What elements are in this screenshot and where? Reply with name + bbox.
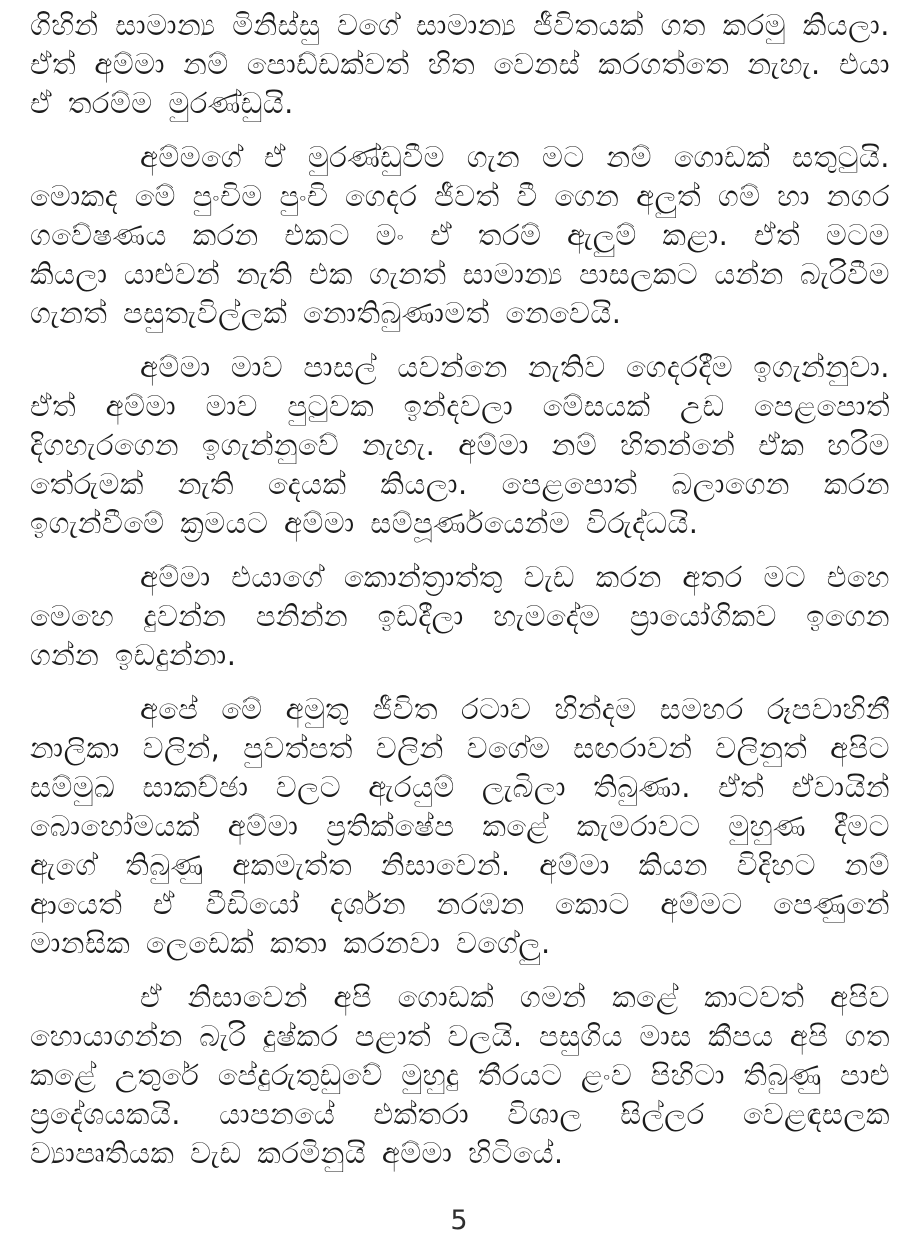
paragraph-2: අම්මගේ ඒ මුරණ්ඩුවීම ගැන මට නම් ගොඩක් සතුටුයි. මොකද මේ පුංචිම පුංචි ගෙදර ජීවත් වී ගෙන අලුත් ගම් හා නගර ගවේෂණය කරන එකට මං ඒ තරම් ඇලුම් කළා. ඒත් මටම කියලා යාළුවන් නැති එක ගැනත් සාමාන්‍ය පාසලකට යන්න බැරිවීම ගැනත් පසුතැවිල්ලක් නොතිබුණාමත් නෙවෙයි. [30, 140, 890, 330]
paragraph-6: ඒ නිසාවෙන් අපි ගොඩක් ගමන් කළේ කාටවත් අපිව හොයාගන්න බැරි දුෂ්කර පළාත් වලයි. පසුගිය මාස කීපය අපි ගත කළේ උතුරේ පේදුරුතුඩුවේ මුහුදු තීරයට ළංව පිහිටා තිබුණු පාළු ප්‍රදේශයකයි. යාපනයේ එක්තරා විශාල සිල්ලර වෙළඳසලක ව්‍යාපෘතියක වැඩ කරමිනුයි අම්මා හිටියේ. [30, 980, 890, 1170]
paragraph-1: ගිහින් සාමාන්‍ය මිනිස්සු වගේ සාමාන්‍ය ජීවිතයක් ගත කරමු කියලා. ඒත් අම්මා නම් පොඩ්ඩක්වත් හිත වෙනස් කරගත්තෙ නැහැ. එයා ඒ තරම්ම මුරණ්ඩුයි. [30, 8, 890, 120]
paragraph-5: අපේ මේ අමුතු ජීවිත රටාව හින්දම සමහර රූපවාහිනී නාලිකා වලින්, පුවත්පත් වලින් වගේම සඟරාවන් වලිනුත් අපිට සම්මුඛ සාකච්ඡා වලට ඇරයුම් ලැබිලා තිබුණා. ඒත් ඒවායින් බොහෝමයක් අම්මා ප්‍රතික්ෂේප කළේ කැමරාවට මුහුණ දීමට ඇගේ තිබුණු අකමැත්ත නිසාවෙන්. අම්මා කියන විදිහට නම් ආයෙත් ඒ වීඩියෝ දර්ශන නරඹන කොට අම්මට පෙණුනේ මානසික ලෙඩෙක් කතා කරනවා වගේලු. [30, 692, 890, 960]
page-number: 5 [450, 1205, 468, 1236]
body-text [30, 6, 890, 1173]
paragraph-4: අම්මා එයාගේ කොන්ත්‍රාත්තු වැඩ කරන අතර මට එහෙ මෙහෙ දුවන්න පනින්න ඉඩදීලා හැමදේම ප්‍රායෝගිකව ඉගෙන ගන්න ඉඩදුන්නා. [30, 560, 890, 672]
page-footer [0, 1205, 918, 1236]
paragraph-3: අම්මා මාව පාසල් යවන්නෙ නැතිව ගෙදරදීම ඉගැන්නුවා. ඒත් අම්මා මාව පුටුවක ඉන්දවලා මේසයක් උඩ පෙළපොත් දිගහැරගෙන ඉගැන්නුවේ නැහැ. අම්මා නම් හිතන්නේ ඒක හරිම තේරුමක් නැති දෙයක් කියලා. පෙළපොත් බලාගෙන කරන ඉගැන්වීමේ ක්‍රමයට අම්මා සම්පූර්ණයෙන්ම විරුද්ධයි. [30, 350, 890, 540]
